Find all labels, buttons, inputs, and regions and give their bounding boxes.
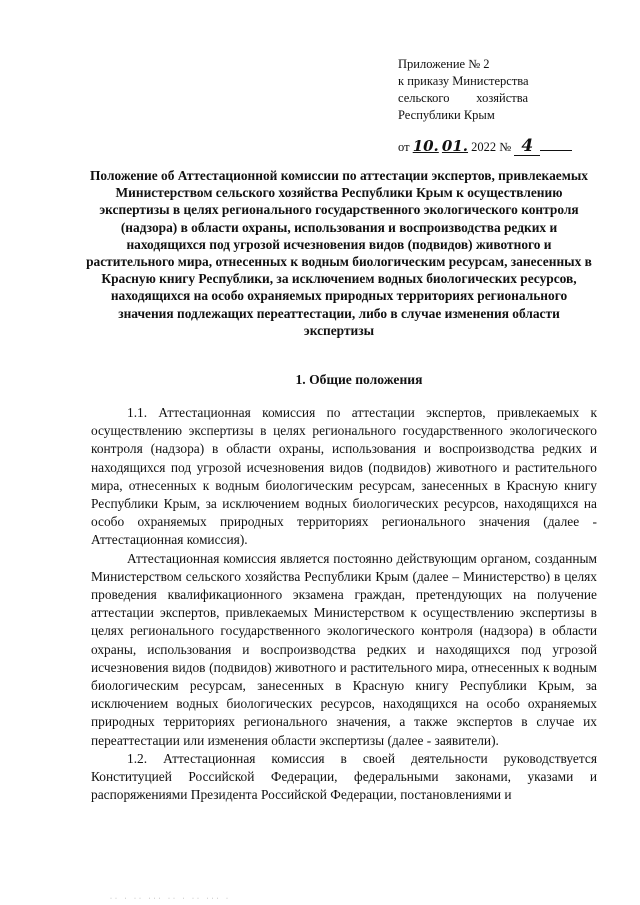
appendix-ministry-line (398, 90, 528, 107)
document-title: Положение об Аттестационной комиссии по аттестации экспертов, привлекаемых Министерством сельского хозяйства Республики Крым к осуществлению экспертизы в целях регионального государственного экологического контроля (надзора) в области охраны, использования и воспроизводства редких и находящихся под угрозой исчезновения видов (подвидов) животного и растительного мира, отнесенных к водным биологическим ресурсам, занесенных в Красную книгу Республики, за исключением водных биологических ресурсов, находящихся на особо охраняемых природных территориях регионального значения подлежащих переаттестации, либо в случае изменения области экспертизы (86, 168, 592, 338)
appendix-date-line (398, 138, 578, 156)
date-year: 2022 № (471, 140, 512, 154)
paragraph-1-1: 1.1. Аттестационная комиссия по аттестации экспертов, привлекаемых к осуществлению экспертизы в целях регионального государственного экологического контроля (надзора) в области охраны, использования и воспроизводства редких и находящихся под угрозой исчезновения видов (подвидов) животного и растительного мира, отнесенных к водным биологическим ресурсам, занесенных в Красную книгу Республики Крым, за исключением водных биологических ресурсов, находящихся на особо охраняемых природных территориях регионального значения (далее - Аттестационная комиссия). (91, 405, 597, 548)
section-heading: 1. Общие положения (295, 372, 423, 387)
handwritten-day: 10. (412, 137, 439, 155)
appendix-header (398, 56, 578, 156)
paragraph-commission-status: Аттестационная комиссия является постоянно действующим органом, созданным Министерством сельского хозяйства Республики Крым (далее – Министерство) в целях проведения квалификационного экзамена граждан, претендующих на получение аттестации экспертов, привлекаемых Министерством к осуществлению экспертизы в целях регионального государственного экологического контроля (надзора) в области охраны, использования и воспроизводства редких и находящихся под угрозой исчезновения видов (подвидов) животного и растительного мира, отнесенных к водным биологическим ресурсам, занесенных в Красную книгу Республики Крым, за исключением водных биологических ресурсов, находящихся на особо охраняемых природных территориях регионального значения, а также экспертов в случае их переаттестации или изменения области экспертизы (далее - заявители). (91, 550, 597, 748)
date-prefix: от (398, 140, 410, 154)
appendix-republic: Республики Крым (398, 108, 495, 122)
order-number-underline (540, 140, 572, 151)
section-body (91, 404, 597, 804)
scan-artifact-dots: ·· · ·· ··· ·· · ·· ··· · (110, 896, 231, 902)
handwritten-order-number: 4 (514, 138, 540, 156)
appendix-ministry-word-2: хозяйства (476, 91, 528, 105)
appendix-number: Приложение № 2 (398, 57, 490, 71)
appendix-order-reference: к приказу Министерства (398, 74, 529, 88)
handwritten-month: 01. (441, 137, 469, 155)
appendix-ministry-word-1: сельского (398, 91, 450, 105)
paragraph-1-2: 1.2. Аттестационная комиссия в своей деятельности руководствуется Конституцией Российской Федерации, федеральными законами, указами и распоряжениями Президента Российской Федерации, постановлениями и (91, 750, 597, 803)
